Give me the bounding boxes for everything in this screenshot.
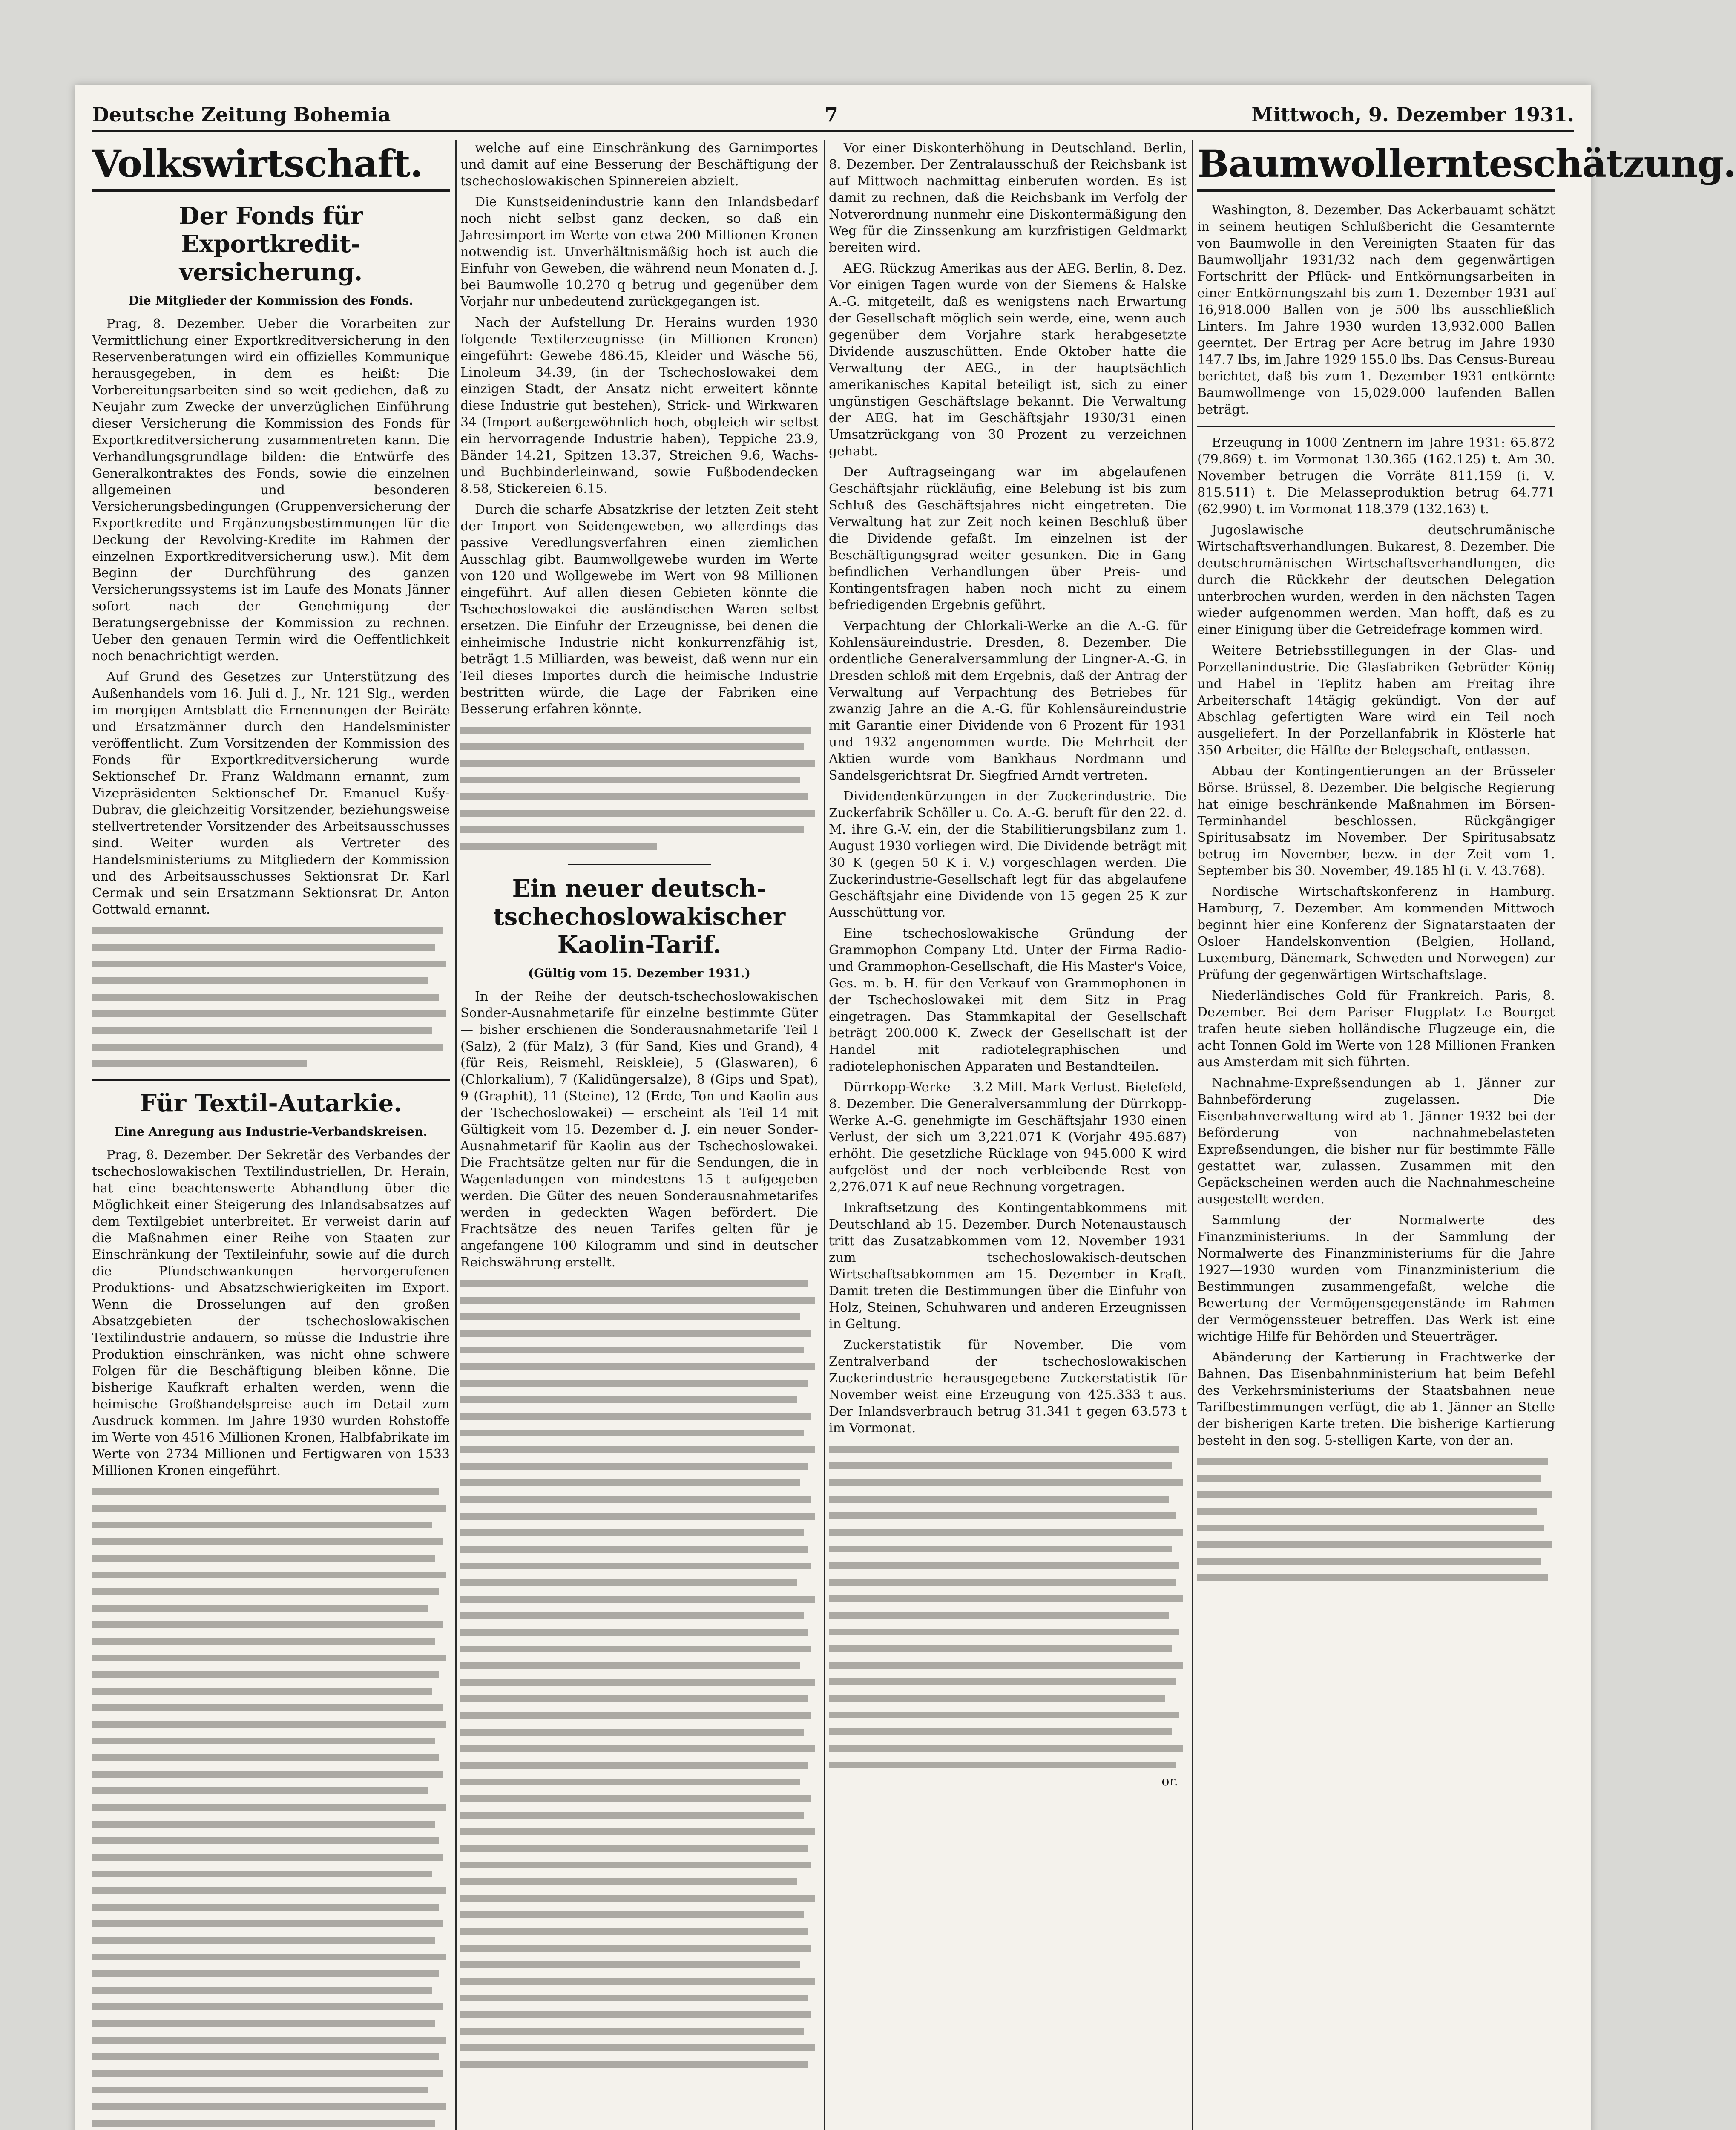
article-paragraph: Auf Grund des Gesetzes zur Unterstützung des Außenhandels vom 16. Juli d. J., Nr. 121 Slg., werden im morgigen Amtsblatt die Ernennungen der Beiräte und Ersatzmänner durch den Handelsminister veröffentlicht. Zum Vorsitzenden der Kommission des Fonds für Exportkreditversicherung wurde Sektionschef Dr. Franz Waldmann ernannt, zum Vizepräsidenten Sektionschef Dr. Emanuel Kušy-Dubrav, die gleichzeitig Vorsitzender, beziehungsweise stellvertretender Vorsitzender des Arbeitsausschusses sind. Weiter wurden als Vertreter des Handelsministeriums zu Mitgliedern der Kommission und des Arbeitsausschusses Sektionsrat Dr. Karl Cermak und sein Ersatzmann Sektionsrat Dr. Anton Gottwald ernannt.	[92, 670, 450, 917]
column-divider	[455, 140, 457, 2130]
section-heading-volkswirtschaft: Volkswirtschaft.	[92, 142, 450, 192]
article-paragraph: Verpachtung der Chlorkali-Werke an die A.-G. für Kohlensäureindustrie. Dresden, 8. Dezember. Die ordentliche Generalversammlung der Lingner-A.-G. in Dresden schloß mit dem Ergebnis, daß der Antrag der Verwaltung auf Verpachtung des Betriebes für zwanzig Jahre an die A.-G. für Kohlensäureindustrie mit Garantie einer Dividende von 6 Prozent für 1931 und 1932 angenommen wurde. Die Mehrheit der Aktien wurde vom Bankhaus Nordmann und Sandelsgerichtsrat Dr. Siegfried Arndt vertreten.	[829, 619, 1187, 783]
text-continuation	[92, 1483, 450, 2130]
column-divider	[1192, 140, 1193, 2130]
column-3	[829, 140, 1187, 2130]
masthead-title: Deutsche Zeitung Bohemia	[92, 103, 391, 126]
newspaper-page	[75, 85, 1736, 2130]
text-continuation	[92, 922, 450, 1072]
article-headline: Ein neuer deutsch-tschechoslowakischer Kaolin-Tarif.	[493, 875, 786, 959]
text-continuation	[1197, 1453, 1555, 1586]
author-signature: — or.	[1144, 1774, 1178, 1789]
article-paragraph: Prag, 8. Dezember. Der Sekretär des Verbandes der tschechoslowakischen Textilindustriellen, Dr. Herain, hat eine beachtenswerte Abhandlung über die Möglichkeit einer Steigerung des Inlandsabsatzes auf dem Textilgebiet unterbreitet. Er verweist darin auf die Maßnahmen einer Reihe von Staaten zur Einschränkung der Textileinfuhr, sowie auf die durch die Pfundschwankungen hervorgerufenen Produktions- und Absatzschwierigkeiten im Export. Wenn die Drosselungen auf den großen Absatzgebieten der tschechoslowakischen Textilindustrie andauern, so müsse die Industrie ihre Produktion einschränken, was nicht ohne schwere Folgen für die Beschäftigung bleiben könne. Die bisherige Kaufkraft erhalten werden, wenn die heimische Großhandelspreise auch im Detail zum Ausdruck kommen. Im Jahre 1930 wurden Rohstoffe im Werte von 4516 Millionen Kronen, Halbfabrikate im Werte von 2734 Millionen und Fertigwaren von 1533 Millionen Kronen eingeführt.	[92, 1148, 450, 1478]
article-subheadline: Die Mitglieder der Kommission des Fonds.	[128, 294, 414, 308]
article-paragraph: AEG. Rückzug Amerikas aus der AEG. Berlin, 8. Dez. Vor einigen Tagen wurde von der Siemens & Halske A.-G. mitgeteilt, daß es wenigstens nach Erwartung der Gesellschaft möglich sein werde, eine, wenn auch gegenüber dem Vorjahre stark herabgesetzte Dividende auszuschütten. Ende Oktober hatte die Verwaltung der AEG., in der hauptsächlich amerikanisches Kapital beteiligt ist, sich zu einer ungünstigen Geschäftslage bekannt. Die Verwaltung der AEG. hat im Geschäftsjahr 1930/31 einen Umsatzrückgang von 30 Prozent zu verzeichnen gehabt.	[829, 261, 1187, 459]
article-paragraph: Nach der Aufstellung Dr. Herains wurden 1930 folgende Textilerzeugnisse (in Millionen Kronen) eingeführt: Gewebe 486.45, Kleider und Wäsche 56, Linoleum 34.39, (in der Tschechoslowakei dem einzigen Stadt, der Ansatz nicht erweitert könnte diese Industrie gut bestehen), Strick- und Wirkwaren 34 (Import außergewöhnlich hoch, obgleich wir selbst ein hervorragende Industrie haben), Teppiche 23.9, Bänder 14.21, Spitzen 13.37, Streichen 9.6, Wachs- und Buchbinderleinwand, sowie Fußbodendecken 8.58, Stickereien 6.15.	[460, 315, 818, 496]
column-1	[92, 140, 450, 2130]
issue-date: Mittwoch, 9. Dezember 1931.	[1251, 103, 1574, 126]
article-paragraph: Zuckerstatistik für November. Die vom Zentralverband der tschechoslowakischen Zuckerindustrie herausgegebene Zuckerstatistik für November weist eine Erzeugung von 425.333 t aus. Der Inlandsverbrauch betrug 31.341 t gegen 63.573 t im Vormonat.	[829, 1338, 1187, 1436]
page-number: 7	[825, 103, 839, 126]
article-paragraph: Inkraftsetzung des Kontingentabkommens mit Deutschland ab 15. Dezember. Durch Notenaustausch tritt das Zusatzabkommen vom 12. November 1931 zum tschechoslowakisch-deutschen Wirtschaftsabkommen am 15. Dezember in Kraft. Damit treten die Bestimmungen über die Einfuhr von Holz, Steinen, Schuhwaren und anderen Erzeugnissen in Geltung.	[829, 1200, 1187, 1332]
article-paragraph: Nachnahme-Expreßsendungen ab 1. Jänner zur Bahnbeförderung zugelassen. Die Eisenbahnverwaltung wird ab 1. Jänner 1932 bei der Beförderung von nachnahmebelasteten Expreßsendungen, die bisher nur für bestimmte Fälle gestattet war, zulassen. Zusammen mit den Gepäckscheinen werden auch die Nachnahmescheine ausgestellt werden.	[1197, 1076, 1555, 1207]
article-paragraph: Die Kunstseidenindustrie kann den Inlandsbedarf noch nicht selbst ganz decken, so daß ein Jahresimport im Werte von etwa 200 Millionen Kronen notwendig ist. Unverhältnismäßig hoch ist auch die Einfuhr von Geweben, die während neun Monaten d. J. bei Baumwolle 10.270 q betrug und gegenüber dem Vorjahr nur unbedeutend zurückgegangen ist.	[460, 195, 818, 309]
article-subheadline: (Gültig vom 15. Dezember 1931.)	[528, 966, 751, 980]
article-paragraph: Sammlung der Normalwerte des Finanzministeriums. In der Sammlung der Normalwerte des Finanzministeriums für die Jahre 1927—1930 wurden vom Finanzministerium die Bestimmungen zusammengefaßt, welche die Bewertung der Vermögensgegenstände im Rahmen der Vermögenssteuer betreffen. Das Werk ist eine wichtige Hilfe für Behörden und Steuerträger.	[1197, 1213, 1555, 1344]
article-paragraph: Der Auftragseingang war im abgelaufenen Geschäftsjahr rückläufig, eine Belebung ist bis zum Schluß des Geschäftsjahres nicht eingetreten. Die Verwaltung hat zur Zeit noch keinen Beschluß über die Dividende gefaßt. Im einzelnen ist der Beschäftigungsgrad weiter gesunken. Die in Gang befindlichen Verhandlungen über Preis- und Kontingentsfragen haben noch nicht zu einem befriedigenden Ergebnis geführt.	[829, 465, 1187, 613]
article-paragraph: Jugoslawische deutschrumänische Wirtschaftsverhandlungen. Bukarest, 8. Dezember. Die deutschrumänischen Wirtschaftsverhandlungen, die durch die Rückkehr der deutschen Delegation unterbrochen wurden, werden in den nächsten Tagen wieder aufgenommen werden. Man hofft, daß es zu einer Einigung über die Getreidefrage kommen wird.	[1197, 523, 1555, 637]
article-headline: Der Fonds für Exportkredit-versicherung.	[178, 202, 363, 286]
article-paragraph: Nordische Wirtschaftskonferenz in Hamburg. Hamburg, 7. Dezember. Am kommenden Mittwoch beginnt hier eine Konferenz der Signatarstaaten der Osloer Handelskonvention (Belgien, Holland, Luxemburg, Dänemark, Schweden und Norwegen) zur Prüfung der gegenwärtigen Wirtschaftslage.	[1197, 884, 1555, 982]
column-4	[1197, 140, 1736, 2130]
article-paragraph: Vor einer Diskonterhöhung in Deutschland. Berlin, 8. Dezember. Der Zentralausschuß der Reichsbank ist auf Mittwoch nachmittag einberufen worden. Es ist damit zu rechnen, daß die Reichsbank im Verfolg der Notverordnung nunmehr eine Diskontermäßigung den Weg für die Zinssenkung am kurzfristigen Geldmarkt bereiten wird.	[829, 141, 1187, 255]
article-paragraph: welche auf eine Einschränkung des Garnimportes und damit auf eine Besserung der Beschäftigung der tschechoslowakischen Spinnereien abzielt.	[460, 141, 818, 189]
article-paragraph: In der Reihe der deutsch-tschechoslowakischen Sonder-Ausnahmetarife für einzelne bestimmte Güter — bisher erschienen die Sonderausnahmetarife Teil I (Salz), 2 (für Malz), 3 (für Sand, Kies und Grand), 4 (für Reis, Reismehl, Reiskleie), 5 (Glaswaren), 6 (Chlorkalium), 7 (Kalidüngersalze), 8 (Gips und Spat), 9 (Graphit), 11 (Steine), 12 (Erde, Ton und Kaolin aus der Tschechoslowakei) — erscheint als Teil 14 mit Gültigkeit vom 15. Dezember d. J. ein neuer Sonder-Ausnahmetarif für Kaolin aus der Tschechoslowakei. Die Frachtsätze gelten nur für die Sendungen, die in Wagenladungen von mindestens 15 t aufgegeben werden. Die Güter des neuen Sonderausnahmetarifes werden in gedeckten Wagen befördert. Die Frachtsätze des neuen Tarifes gelten für je angefangene 100 Kilogramm und sind in deutscher Reichswährung erstellt.	[460, 989, 818, 1270]
article-paragraph: Eine tschechoslowakische Gründung der Grammophon Company Ltd. Unter der Firma Radio- und Grammophon-Gesellschaft, die His Master's Voice, Ges. m. b. H. für den Verkauf von Grammophonen in der Tschechoslowakei mit dem Sitz in Prag eingetragen. Das Stammkapital der Gesellschaft beträgt 200.000 K. Zweck der Gesellschaft ist der Handel mit radiotelegraphischen und radiotelephonischen Apparaten und Bestandteilen.	[829, 926, 1187, 1074]
article-headline: Für Textil-Autarkie.	[140, 1089, 402, 1117]
article-subheadline: Eine Anregung aus Industrie-Verbandskreisen.	[114, 1125, 428, 1139]
column-2	[460, 140, 818, 2130]
article-paragraph: Erzeugung in 1000 Zentnern im Jahre 1931: 65.872 (79.869) t. im Vormonat 130.365 (162.125) t. Am 30. November betrugen die Vorräte 811.159 (i. V. 815.511) t. Die Melasseproduktion betrug 64.771 (62.990) t. im Vormonat 118.379 (132.163) t.	[1197, 435, 1555, 517]
article-paragraph: Prag, 8. Dezember. Ueber die Vorarbeiten zur Vermittlichung einer Exportkreditversicherung in den Reservenberatungen wird ein offizielles Kommunique herausgegeben, in dem es heißt: Die Vorbereitungsarbeiten sind so weit gediehen, daß zu Neujahr zum Zwecke der unverzüglichen Einführung dieser Versicherung die Kommission des Fonds für Exportkreditversicherung zusammentreten kann. Die Verhandlungsgrundlage bilden: die Entwürfe des Generalkontraktes des Fonds, sowie die einzelnen allgemeinen und besonderen Versicherungsbedingungen (Gruppenversicherung der Exportkredite und Ergänzungsbestimmungen für die Deckung der Revolving-Kredite im Rahmen der einzelnen Exportkreditversicherung usw.). Mit dem Beginn der Durchführung des ganzen Versicherungssystems ist im Laufe des Monats Jänner sofort nach der Genehmigung der Beratungsergebnisse der Kommission zu rechnen. Ueber den genauen Termin wird die Oeffentlichkeit noch benachrichtigt werden.	[92, 317, 450, 664]
article-paragraph: Washington, 8. Dezember. Das Ackerbauamt schätzt in seinem heutigen Schlußbericht die Gesamternte von Baumwolle in den Vereinigten Staaten für das Baumwolljahr 1931/32 nach dem gegenwärtigen Fortschritt der Pflück- und Entkörnungsarbeiten in einer Entkörnungszahl bis zum 1. Dezember 1931 auf 16,918.000 Ballen von je 500 lbs ausschließlich Linters. Im Jahre 1930 wurden 13,932.000 Ballen geerntet. Der Ertrag per Acre betrug im Jahre 1930 147.7 lbs, im Jahre 1929 155.0 lbs. Das Census-Bureau berichtet, daß bis zum 1. Dezember 1931 entkörnte Baumwollmenge von 15,029.000 laufenden Ballen beträgt.	[1197, 203, 1555, 417]
article-separator	[92, 1079, 450, 1081]
article-paragraph: Weitere Betriebsstillegungen in der Glas- und Porzellanindustrie. Die Glasfabriken Gebrüder König und Habel in Teplitz haben am Freitag ihre Arbeiterschaft 14tägig gekündigt. Von der auf Abschlag gefertigten Ware wird ein Teil noch ausgeliefert. In der Porzellanfabrik in Klösterle hat 350 Arbeiter, die Hälfte der Belegschaft, entlassen.	[1197, 643, 1555, 758]
article-separator	[568, 864, 711, 865]
article-paragraph: Niederländisches Gold für Frankreich. Paris, 8. Dezember. Bei dem Pariser Flugplatz Le Bourget trafen heute sieben holländische Flugzeuge ein, die acht Tonnen Gold im Werte von 128 Millionen Franken aus Amsterdam mit sich führten.	[1197, 988, 1555, 1070]
article-separator	[1197, 426, 1555, 427]
article-paragraph: Dürrkopp-Werke — 3.2 Mill. Mark Verlust. Bielefeld, 8. Dezember. Die Generalversammlung der Dürrkopp-Werke A.-G. genehmigte im Geschäftsjahr 1930 einen Verlust, der sich um 3,221.071 K (Vorjahr 495.687) erhöht. Die gesetzliche Rücklage von 945.000 K wird aufgelöst und der noch verbleibende Rest von 2,276.071 K auf neue Rechnung vorgetragen.	[829, 1080, 1187, 1195]
text-continuation	[460, 1275, 818, 2072]
article-paragraph: Abbau der Kontingentierungen an der Brüsseler Börse. Brüssel, 8. Dezember. Die belgische Regierung hat einige beschränkende Maßnahmen im Börsen-Terminhandel beschlossen. Rückgängiger Spiritusabsatz im November. Der Spiritusabsatz betrug im November, bezw. in der Zeit vom 1. September bis 30. November, 49.185 hl (i. V. 43.768).	[1197, 764, 1555, 878]
text-continuation	[829, 1441, 1187, 1773]
article-paragraph: Dividendenkürzungen in der Zuckerindustrie. Die Zuckerfabrik Schöller u. Co. A.-G. beruft für den 22. d. M. ihre G.-V. ein, der die Stabilitierungsbilanz zum 1. August 1930 vorliegen wird. Die Dividende beträgt mit 30 K (gegen 50 K i. V.) vorgeschlagen werden. Die Zuckerindustrie-Gesellschaft legt für das abgelaufene Geschäftsjahr eine Dividende von 15 gegen 25 K zur Ausschüttung vor.	[829, 789, 1187, 920]
text-continuation	[460, 722, 818, 855]
article-paragraph: Durch die scharfe Absatzkrise der letzten Zeit steht der Import von Seidengeweben, wo allerdings das passive Veredlungsverfahren einen ziemlichen Ausschlag gibt. Baumwollgewebe wurden im Werte von 120 und Wollgewebe im Wert von 98 Millionen eingeführt. Auf allen diesen Gebieten könnte die Tschechoslowakei die ausländischen Waren selbst ersetzen. Die Einfuhr der Erzeugnisse, bei denen die einheimische Industrie nicht konkurrenzfähig ist, beträgt 1.5 Milliarden, was beweist, daß wenn nur ein Teil dieses Importes durch die heimische Industrie bestritten würde, die Lage der Fabriken eine Besserung erfahren könnte.	[460, 502, 818, 717]
section-heading-baumwolle: Baumwollernteschätzung.	[1197, 142, 1555, 192]
running-header	[92, 101, 1574, 132]
column-divider	[824, 140, 825, 2130]
article-paragraph: Abänderung der Kartierung in Frachtwerke der Bahnen. Das Eisenbahnministerium hat beim Befehl des Verkehrsministeriums der Staatsbahnen neue Tarifbestimmungen verfügt, die ab 1. Jänner an Stelle der bisherigen Karte treten. Die bisherige Kartierung besteht in den sog. 5-stelligen Karte, von der an.	[1197, 1350, 1555, 1448]
